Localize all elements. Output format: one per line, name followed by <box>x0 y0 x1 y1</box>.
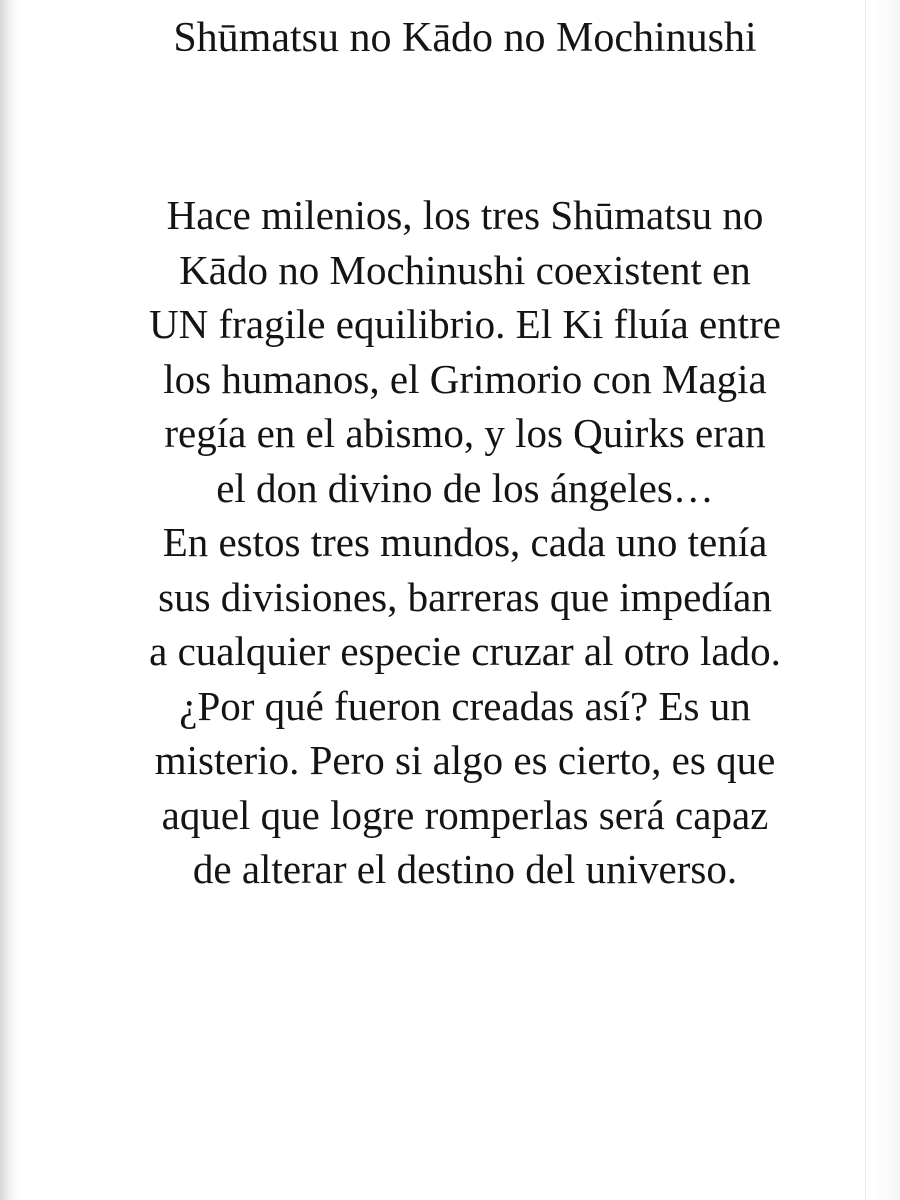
paragraph-line: el don divino de los ángeles… <box>216 464 714 511</box>
paragraph-line: sus divisiones, barreras que impedían <box>158 573 772 620</box>
paragraph-line: UN fragile equilibrio. El Ki fluía entre <box>149 301 781 347</box>
paragraph-line: misterio. Pero si algo es cierto, es que <box>154 737 776 783</box>
paragraph-line: regía en el abismo, y los Quirks eran <box>164 410 766 456</box>
document-title: Shūmatsu no Kādo no Mochinushi <box>173 15 757 61</box>
paragraph-line: a cualquier especie cruzar al otro lado. <box>149 628 781 674</box>
paragraph-line: Kādo no Mochinushi coexistent en <box>179 246 751 293</box>
paragraph-line: los humanos, el Grimorio con Magia <box>163 355 767 402</box>
story-paragraph <box>40 188 890 897</box>
paragraph-line: de alterar el destino del universo. <box>192 846 738 892</box>
paragraph-line: Hace milenios, los tres Shūmatsu no <box>166 192 764 238</box>
paragraph-line: aquel que logre romperlas será capaz <box>161 791 769 838</box>
paragraph-line: ¿Por qué fueron creadas así? Es un <box>179 682 751 729</box>
paragraph-line: En estos tres mundos, cada uno tenía <box>162 519 768 565</box>
page-left-shadow <box>0 0 22 1200</box>
